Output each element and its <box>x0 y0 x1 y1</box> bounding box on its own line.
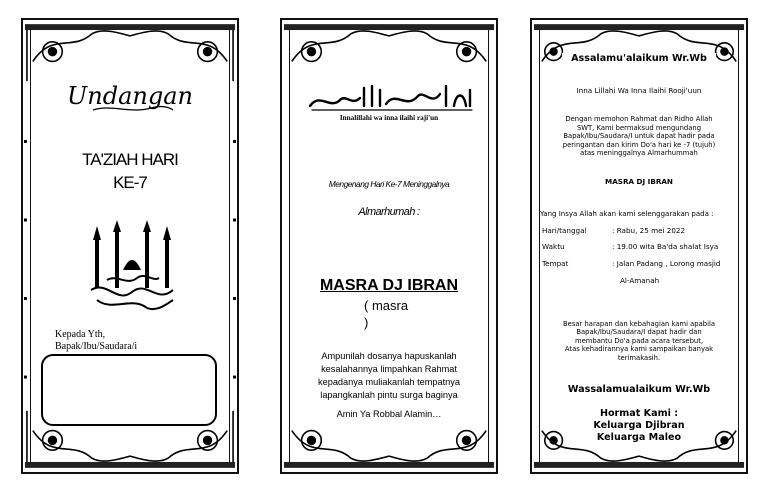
body-line: peringantan dan kirim Do'a hari ke -7 (tujuh) <box>562 140 716 149</box>
recipient-label: Kepada Yth, <box>55 329 106 340</box>
calligraphy-transliteration: Innalillahi wa inna ilaihi raji'un <box>339 114 439 122</box>
date-label: Hari/tanggal <box>542 226 587 235</box>
body-line: SWT, Kami bermaksud mengundang <box>576 123 702 132</box>
prayer-line: lapangkanlah pintu surga baginya <box>320 390 458 400</box>
closing-line: membantu Do'a pada acara tersebut, <box>574 336 704 345</box>
closing-line: Atas kehadirannya kami sampaikan banyak <box>564 345 714 354</box>
inna-line: Inna Lillahi Wa Inna Ilaihi Rooji'uun <box>576 86 702 95</box>
recipient-title: Bapak/Ibu/Saudara/i <box>55 341 138 352</box>
event-title-line1: TA'ZIAH HARI <box>82 150 178 169</box>
closing-line: Besar harapan dan kebahagian kami apabila <box>562 320 716 328</box>
prayer-line: Ampunilah dosanya hapuskanlah <box>321 351 457 361</box>
cover-panel <box>21 18 239 474</box>
address-box <box>41 354 217 426</box>
closing-line: Bapak/Ibu/Saudara/I dapat hadir dan <box>576 328 702 337</box>
nickname-close: ) <box>364 315 369 330</box>
salam-heading: Assalamu'alaikum Wr.Wb <box>562 53 716 64</box>
time-label: Waktu <box>542 242 565 251</box>
place-label: Tempat <box>542 259 569 268</box>
wassalam-closing: Wassalamualaikum Wr.Wb <box>567 384 711 395</box>
arabic-calligraphy-icon <box>306 82 476 114</box>
details-panel <box>530 18 748 474</box>
deceased-name: MASRA DJ IBRAN <box>319 277 459 294</box>
event-title-line2: KE-7 <box>113 173 147 192</box>
closing-line: terimakasih. <box>617 353 661 362</box>
announcement-panel <box>280 18 498 474</box>
place-value-line2: Al-Amanah <box>620 276 660 285</box>
schedule-intro: Yang Insya Allah akan kami selenggarakan pada : <box>540 210 714 218</box>
time-value: : 19.00 wita Ba'da shalat Isya <box>612 242 719 251</box>
almarhumah-label: Almarhumah : <box>358 206 420 218</box>
body-line: Bapak/Ibu/Saudara/I untuk dapat hadir pada <box>563 132 715 141</box>
family-name-1: Keluarga Djibran <box>593 420 685 431</box>
closing-paragraph <box>532 320 746 362</box>
remembrance-line: Mengenang Hari Ke-7 Meninggalnya <box>328 179 450 189</box>
family-name-2: Keluarga Maleo <box>596 432 682 443</box>
prayer-text <box>282 350 496 402</box>
undangan-title: Undangan <box>67 82 193 110</box>
swash-underline-icon <box>91 104 175 114</box>
prayer-line: kesalahannya limpahkan Rahmat <box>321 364 457 374</box>
date-value: : Rabu, 25 mei 2022 <box>612 226 686 235</box>
body-line: atas meninggalnya Almarhummah <box>580 149 698 158</box>
mosque-calligraphy-icon <box>87 220 177 312</box>
hormat-kami: Hormat Kami : <box>599 408 679 419</box>
nickname-open: ( masra <box>364 298 409 313</box>
body-line: Dengan memohon Rahmat dan Ridho Allah <box>565 115 713 123</box>
invitation-body <box>532 115 746 158</box>
amin-line: Amin Ya Robbal Alamin… <box>336 409 442 419</box>
prayer-line: kepadanya muliakanlah tempatnya <box>318 377 460 387</box>
deceased-name-small: MASRA DJ IBRAN <box>605 177 673 186</box>
place-value: : Jalan Padang , Lorong masjid <box>612 259 721 268</box>
